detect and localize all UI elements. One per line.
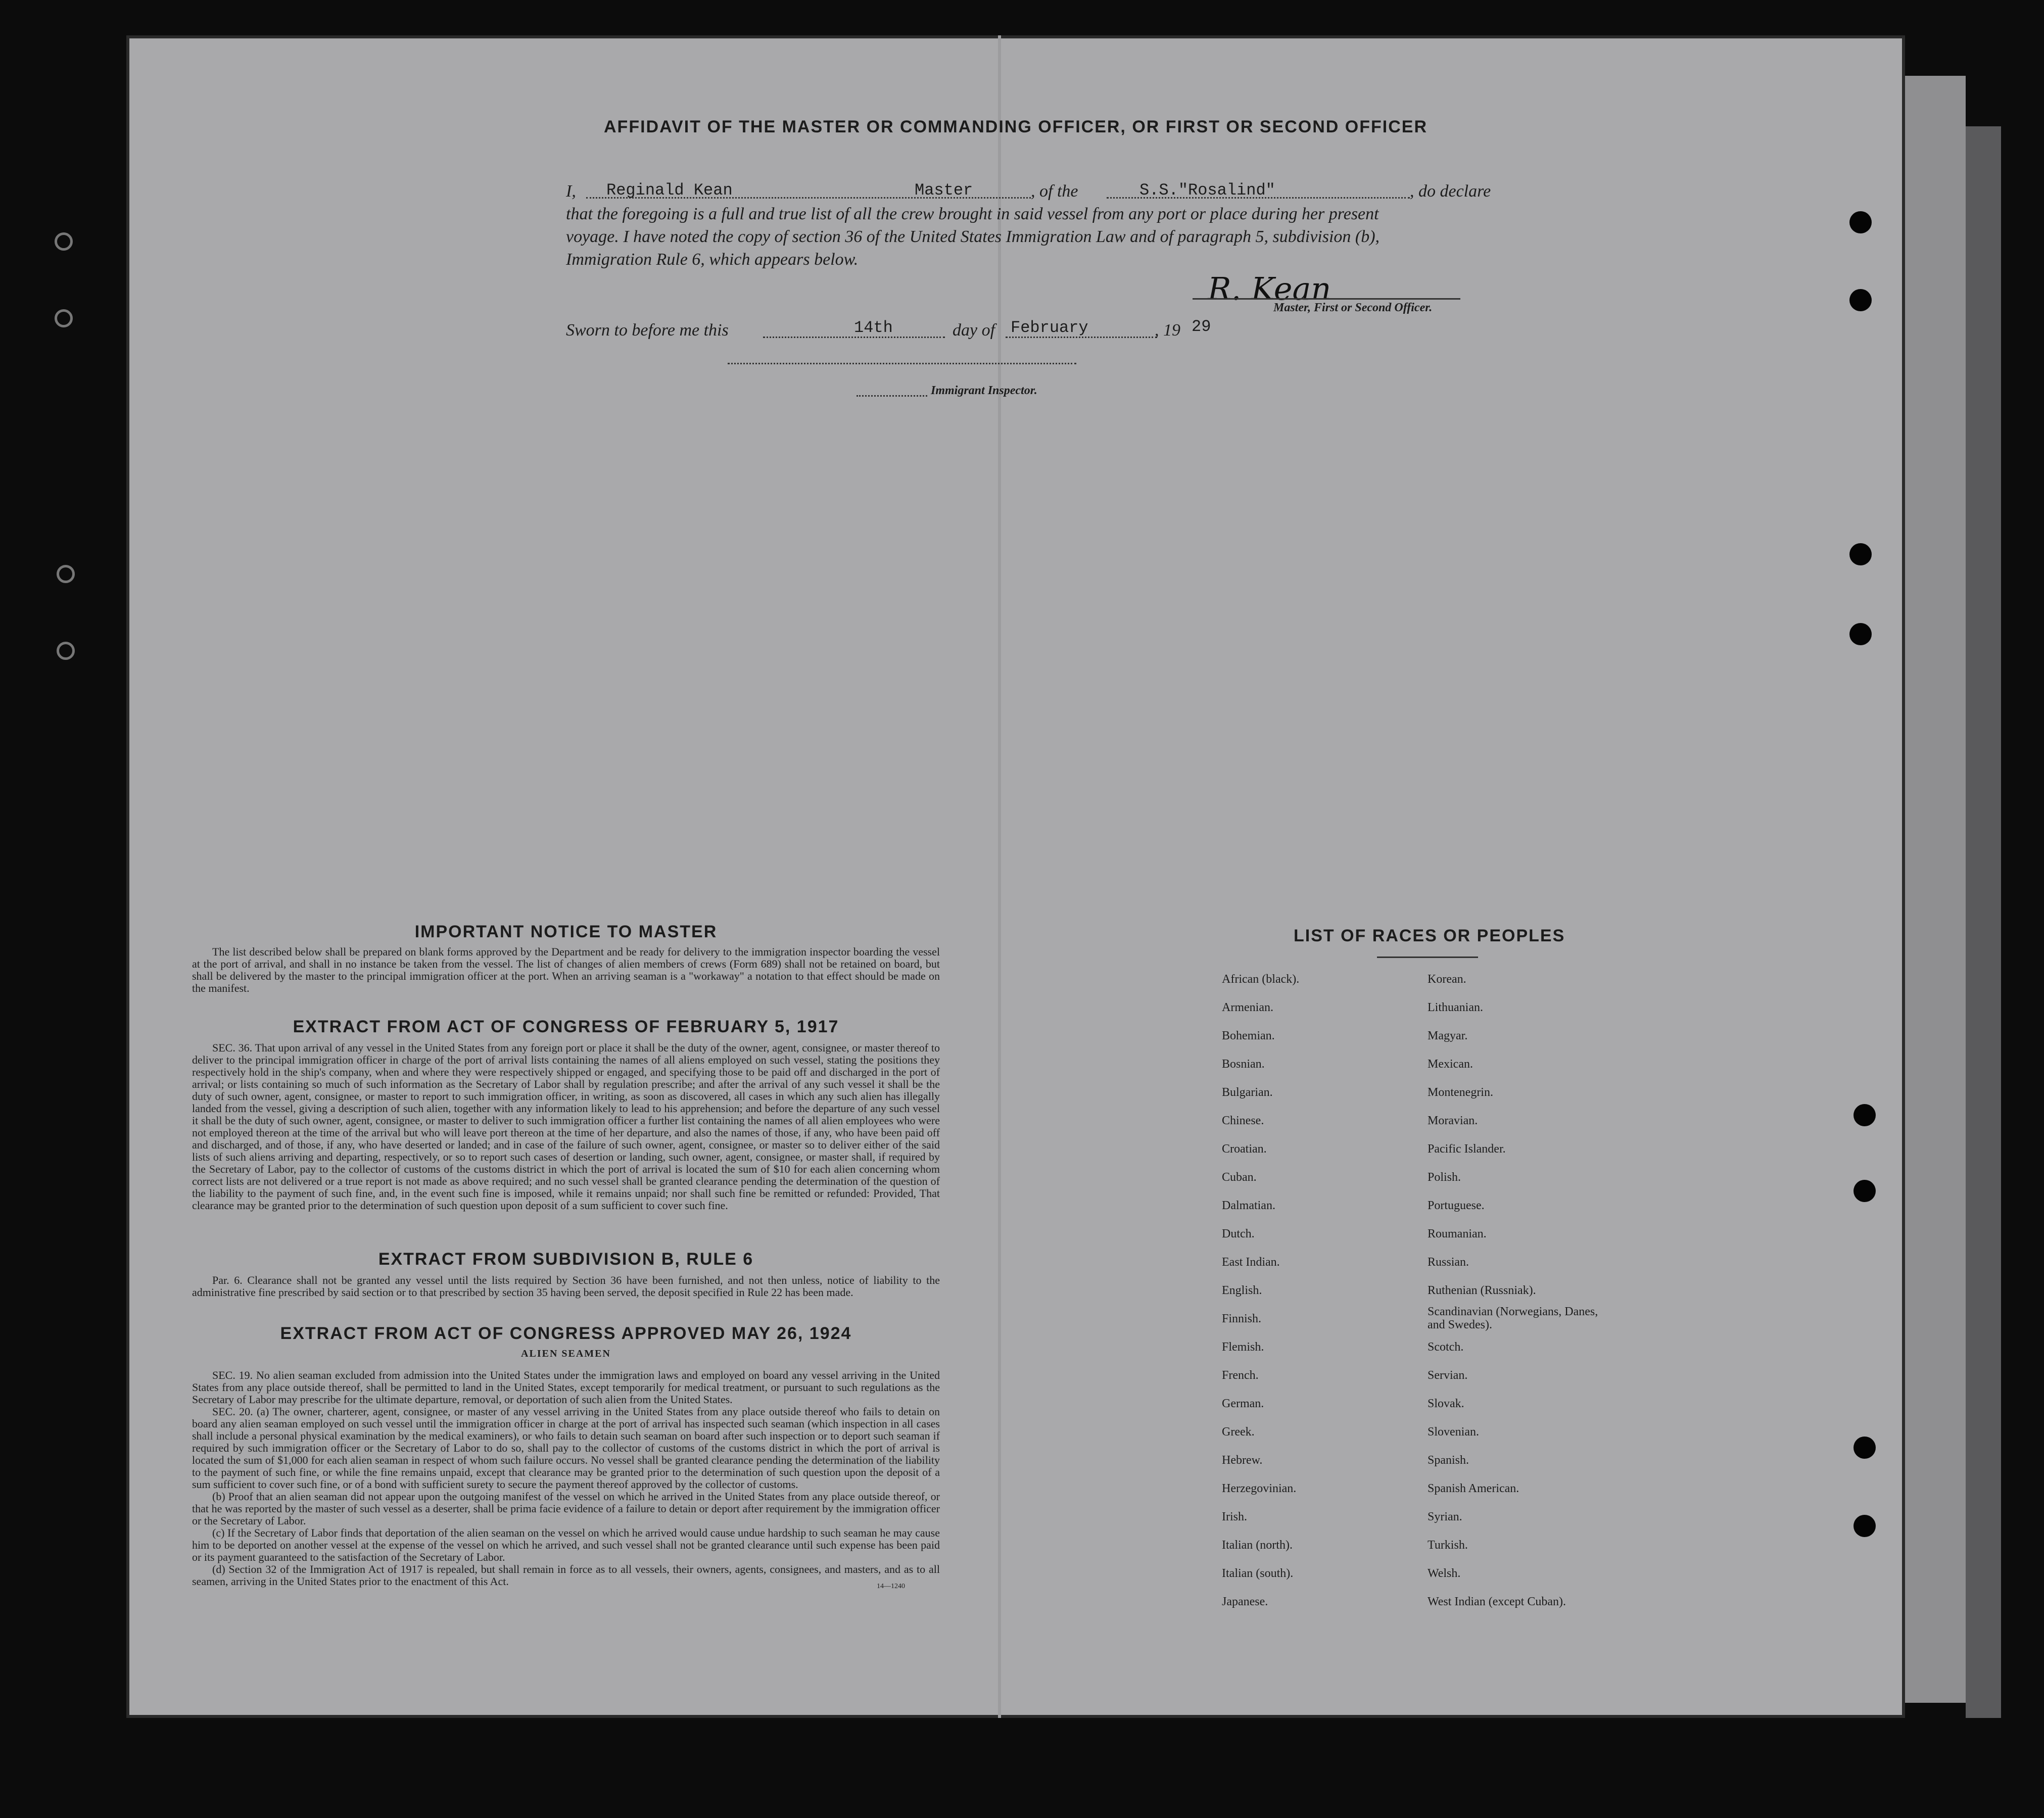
race-item: Spanish American. bbox=[1428, 1482, 1519, 1495]
inspector-caption: Immigrant Inspector. bbox=[931, 384, 1037, 397]
binder-ring bbox=[55, 232, 73, 251]
inspector-signature-line bbox=[728, 363, 1076, 364]
race-item: Pacific Islander. bbox=[1428, 1142, 1506, 1156]
race-item: English. bbox=[1222, 1284, 1262, 1297]
month-value: February bbox=[1011, 318, 1088, 337]
race-item: Bosnian. bbox=[1222, 1058, 1265, 1071]
binder-ring bbox=[57, 642, 75, 660]
race-item: Irish. bbox=[1222, 1510, 1247, 1523]
race-item: Korean. bbox=[1428, 973, 1466, 986]
race-item: Hebrew. bbox=[1222, 1454, 1263, 1467]
race-item: German. bbox=[1222, 1397, 1264, 1410]
race-item: Russian. bbox=[1428, 1256, 1469, 1269]
extract-1924-body bbox=[192, 1369, 940, 1588]
day-value: 14th bbox=[854, 318, 893, 337]
binder-ring bbox=[55, 309, 73, 327]
punch-hole bbox=[1853, 1437, 1876, 1459]
section-19: SEC. 19. No alien seaman excluded from admission into the United States under the immigration laws and employed on board any vessel arriving in the United States from any place outside thereof, shall be permitted to land in the United States, except temporarily for medical treatment, or pursuant to such regulations as the Secretary of Labor may prescribe for the ultimate departure, removal, or deportation of such alien from the United States. bbox=[192, 1369, 940, 1406]
race-item: Syrian. bbox=[1428, 1510, 1462, 1523]
page-fold bbox=[998, 35, 1001, 1718]
race-item: Cuban. bbox=[1222, 1171, 1257, 1184]
race-item: Japanese. bbox=[1222, 1595, 1268, 1608]
race-item: Scandinavian (Norwegians, Danes, and Swedes). bbox=[1428, 1305, 1598, 1331]
year-prefix: , 19 bbox=[1155, 321, 1180, 340]
notice-body: The list described below shall be prepared on blank forms approved by the Department and be ready for delivery to the immigration inspector boarding the vessel at the port of arrival, and shall in no instance be taken from the vessel. The list of changes of alien members of crews (Form 689) shall not be retained on board, but shall be delivered by the master to the principal immigration officer at the port. When an arriving seaman is a "workaway" a notation to that effect should be made on the manifest. bbox=[192, 945, 940, 994]
punch-hole bbox=[1849, 289, 1872, 311]
race-item: French. bbox=[1222, 1369, 1259, 1382]
race-item: Herzegovinian. bbox=[1222, 1482, 1297, 1495]
section-20c: (c) If the Secretary of Labor finds that deportation of the alien seaman on the vessel on which he arrived would cause undue hardship to such seaman he may cause him to be deported on another vessel at the expense of the vessel on which he arrived, and such vessel shall not be granted clearance until such expense has been paid or its payment guaranteed to the satisfaction of the Secretary of Labor. bbox=[192, 1526, 940, 1563]
race-item: East Indian. bbox=[1222, 1256, 1280, 1269]
race-item: Turkish. bbox=[1428, 1539, 1468, 1552]
race-item: Ruthenian (Russniak). bbox=[1428, 1284, 1536, 1297]
extract-1917-body: SEC. 36. That upon arrival of any vessel in the United States from any foreign port or place it shall be the duty of the owner, agent, consignee, or master thereof to deliver to the principal immigration officer in charge of the port of arrival lists containing the names of all aliens employed on such vessel, stating the positions they respectively hold in the ship's company, when and where they were respectively shipped or engaged, and specifying those to be paid off and discharged in the port of arrival; or lists containing so much of such information as the Secretary of Labor shall by regulation prescribe; and after the arrival of any such vessel it shall be the duty of such owner, agent, consignee, or master to report to such immigration officer, in writing, as soon as discovered, all cases in which any such alien has illegally landed from the vessel, giving a description of such alien, together with any information likely to lead to his apprehension; and before the departure of any such vessel it shall be the duty of such owner, agent, consignee, or master to deliver to such immigration officer a further list containing the names of all alien employees who were not employed thereon at the time of the arrival but who will leave port thereon at the time of her departure, and also the names of those, if any, who have been paid off and discharged, and of those, if any, who have deserted or landed; and in case of the failure of such owner, agent, consignee, or master so to deliver either of the said lists of such aliens arriving and departing, respectively, or so to report such cases of desertion or landing, such owner, agent, consignee, or master shall, if required by the Secretary of Labor, pay to the collector of customs of the customs district in which the port of arrival is located the sum of $10 for each alien concerning whom correct lists are not delivered or a true report is not made as above required; and no such vessel shall be granted clearance pending the determination of the question of the liability to the payment of such fine, and, in the event such fine is imposed, while it remains unpaid; nor shall such fine be remitted or refunded: Provided, That clearance may be granted prior to the determination of such question upon deposit of a sum sufficient to cover such fine. bbox=[192, 1041, 940, 1212]
race-item: West Indian (except Cuban). bbox=[1428, 1595, 1566, 1608]
notice-title: IMPORTANT NOTICE TO MASTER bbox=[414, 922, 718, 941]
day-of-text: day of bbox=[953, 321, 995, 340]
race-item: Dutch. bbox=[1222, 1227, 1255, 1240]
race-item: Flemish. bbox=[1222, 1341, 1264, 1354]
race-item: Montenegrin. bbox=[1428, 1086, 1493, 1099]
races-title: LIST OF RACES OR PEOPLES bbox=[1294, 926, 1565, 945]
race-item: Dalmatian. bbox=[1222, 1199, 1275, 1212]
race-item: Welsh. bbox=[1428, 1567, 1461, 1580]
race-item: Finnish. bbox=[1222, 1312, 1262, 1325]
race-item: Italian (north). bbox=[1222, 1539, 1293, 1552]
signature-caption: Master, First or Second Officer. bbox=[1273, 301, 1433, 314]
page-edge-shadow bbox=[1966, 126, 2001, 1718]
affidavit-title: AFFIDAVIT OF THE MASTER OR COMMANDING OFFICER, OR FIRST OR SECOND OFFICER bbox=[604, 117, 1428, 136]
punch-hole bbox=[1849, 623, 1872, 645]
master-name: Reginald Kean bbox=[606, 181, 733, 200]
punch-hole bbox=[1853, 1180, 1876, 1202]
extract-1924-title: EXTRACT FROM ACT OF CONGRESS APPROVED MAY 26, 1924 bbox=[280, 1324, 852, 1343]
race-item: Croatian. bbox=[1222, 1142, 1267, 1156]
subdivision-title: EXTRACT FROM SUBDIVISION B, RULE 6 bbox=[378, 1250, 754, 1269]
race-item: Portuguese. bbox=[1428, 1199, 1485, 1212]
extract-1924-subtitle: ALIEN SEAMEN bbox=[521, 1348, 611, 1359]
race-item: Spanish. bbox=[1428, 1454, 1469, 1467]
section-20a: SEC. 20. (a) The owner, charterer, agent, consignee, or master of any vessel arriving in the United States from any place outside thereof who fails to detain on board any alien seaman employed on such vessel until the immigration officer in charge at the port of arrival has inspected such seaman (which inspection in all cases shall include a personal physical examination by the medical examiners), or who fails to detain such seaman on board after such inspection or to deport such seaman if required by such immigration officer or the Secretary of Labor to do so, shall pay to the collector of customs of the customs district in which the port of arrival is located the sum of $1,000 for each alien seaman in respect of whom such failure occurs. No vessel shall be granted clearance pending the determination of the liability to the payment of such fine, or while the fine remains unpaid, except that clearance may be granted prior to the determination of such question upon the deposit of a sum sufficient to cover such fine, or of a bond with sufficient surety to secure the payment thereof approved by the collector of customs. bbox=[192, 1405, 940, 1491]
race-item: Polish. bbox=[1428, 1171, 1461, 1184]
section-20b: (b) Proof that an alien seaman did not appear upon the outgoing manifest of the vessel on which he arrived in the United States from any place outside thereof, or that he was reported by the master of such vessel as a deserter, shall be prima facie evidence of a failure to detain or deport after requirement by the immigration officer or the Secretary of Labor. bbox=[192, 1490, 940, 1527]
race-item: African (black). bbox=[1222, 973, 1300, 986]
signature-line bbox=[1193, 298, 1460, 300]
vessel-name: S.S."Rosalind" bbox=[1139, 181, 1275, 200]
inspector-short-line bbox=[857, 385, 927, 397]
race-item: Scotch. bbox=[1428, 1341, 1464, 1354]
rank: Master bbox=[915, 181, 973, 200]
affidavit-line-3: voyage. I have noted the copy of section 36 of the United States Immigration Law and of paragraph 5, subdivision (b), bbox=[566, 227, 1380, 246]
of-the-text: , of the bbox=[1031, 182, 1078, 201]
punch-hole bbox=[1853, 1515, 1876, 1537]
affidavit-line-2: that the foregoing is a full and true list of all the crew brought in said vessel from any port or place during her present bbox=[566, 205, 1379, 223]
year-value: 29 bbox=[1192, 317, 1211, 336]
section-20d: (d) Section 32 of the Immigration Act of 1917 is repealed, but shall remain in force as to all vessels, their owners, agents, consignees, and masters, and as to all seamen, arriving in the United States prior to the enactment of this Act. bbox=[192, 1563, 940, 1588]
race-item: Slovak. bbox=[1428, 1397, 1464, 1410]
race-item: Bohemian. bbox=[1222, 1029, 1275, 1042]
race-item: Armenian. bbox=[1222, 1001, 1273, 1014]
punch-hole bbox=[1853, 1104, 1876, 1126]
subdivision-body: Par. 6. Clearance shall not be granted any vessel until the lists required by Section 36 have been furnished, and not then unless, notice of liability to the administrative fine prescribed by said section or to that prescribed by section 35 having been served, the deposit specified in Rule 22 has been made. bbox=[192, 1274, 940, 1299]
race-item: Roumanian. bbox=[1428, 1227, 1487, 1240]
race-item: Chinese. bbox=[1222, 1114, 1264, 1127]
race-item: Lithuanian. bbox=[1428, 1001, 1483, 1014]
race-item: Bulgarian. bbox=[1222, 1086, 1273, 1099]
race-item: Servian. bbox=[1428, 1369, 1468, 1382]
punch-hole bbox=[1849, 543, 1872, 565]
race-item: Moravian. bbox=[1428, 1114, 1478, 1127]
sworn-text: Sworn to before me this bbox=[566, 321, 729, 340]
do-declare-text: , do declare bbox=[1410, 182, 1491, 201]
race-item: Mexican. bbox=[1428, 1058, 1473, 1071]
binder-ring bbox=[57, 565, 75, 583]
affidavit-i: I, bbox=[566, 182, 576, 201]
page-edge bbox=[1905, 76, 1966, 1703]
race-item: Greek. bbox=[1222, 1425, 1255, 1439]
signature: R. Kean bbox=[1208, 270, 1332, 307]
affidavit-line-4: Immigration Rule 6, which appears below. bbox=[566, 250, 859, 269]
race-item: Italian (south). bbox=[1222, 1567, 1294, 1580]
extract-1917-title: EXTRACT FROM ACT OF CONGRESS OF FEBRUARY 5, 1917 bbox=[293, 1017, 839, 1036]
race-item: Magyar. bbox=[1428, 1029, 1468, 1042]
punch-hole bbox=[1849, 211, 1872, 233]
form-number: 14—1240 bbox=[877, 1583, 905, 1590]
races-title-rule bbox=[1377, 956, 1478, 958]
race-item: Slovenian. bbox=[1428, 1425, 1479, 1439]
